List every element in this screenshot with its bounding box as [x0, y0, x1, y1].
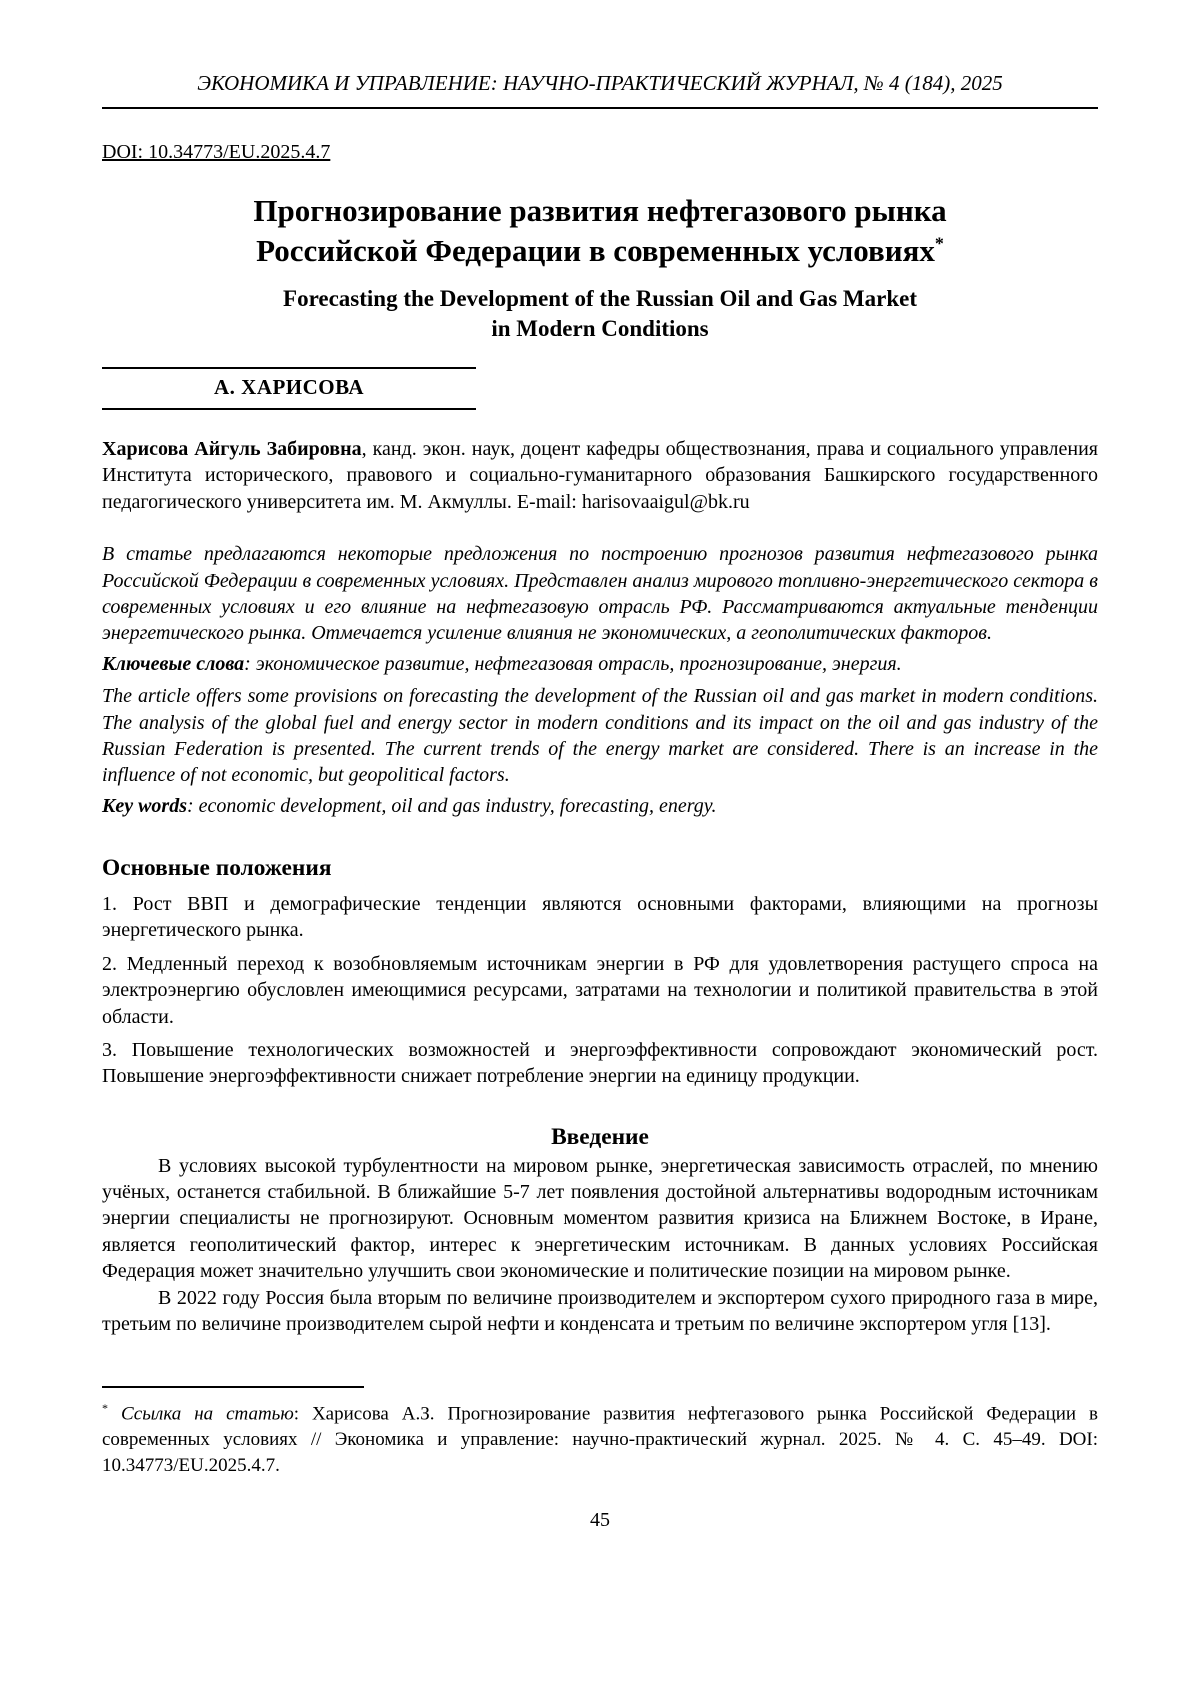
author-info-name: Харисова Айгуль Забировна	[102, 438, 362, 461]
intro-paragraph-2: В 2022 году Россия была вторым по величине производителем и экспортером сухого природного газа в мире, третьим по величине производителем сырой нефти и конденсата и третьим по величине экспортером угля [13].	[102, 1286, 1098, 1335]
article-title-en-line1: Forecasting the Development of the Russian Oil and Gas Market	[283, 286, 917, 312]
author-name: А. ХАРИСОВА	[213, 375, 364, 400]
article-title-ru	[102, 191, 1098, 270]
abstract-ru: В статье предлагаются некоторые предложения по построению прогнозов развития нефтегазового рынка Российской Федерации в современных условиях. Представлен анализ мирового топливно-энергетического сектора в современных условиях и его влияние на нефтегазовую отрасль РФ. Рассматриваются актуальные тенденции энергетического рынка. Отмечается усиление влияния не экономических, а геополитических факторов.	[102, 543, 1098, 645]
article-title-ru-line1: Прогнозирование развития нефтегазового рынка	[253, 193, 947, 229]
footnote-label: Ссылка на статью	[120, 1403, 294, 1425]
doi	[102, 139, 1098, 165]
doi-text: DOI: 10.34773/EU.2025.4.7	[102, 140, 331, 163]
keywords-en-label: Key words	[102, 794, 187, 817]
article-title-ru-line2: Российской Федерации в современных условиях	[256, 232, 935, 268]
author-name-block	[102, 367, 476, 410]
author-info-details: , канд. экон. наук, доцент кафедры обществознания, права и социального управления Института исторического, правового и социально-гуманитарного образования Башкирского государственного педагогического университета им. М. Акмуллы. E-mail: harisovaaigul@bk.ru	[102, 438, 1098, 513]
journal-header: ЭКОНОМИКА И УПРАВЛЕНИЕ: НАУЧНО-ПРАКТИЧЕСКИЙ ЖУРНАЛ, № 4 (184), 2025	[102, 70, 1098, 109]
footnote-text: : Харисова А.З. Прогнозирование развития нефтегазового рынка Российской Федерации в современных условиях // Экономика и управление: научно-практический журнал. 2025. № 4. С. 45–49. DOI: 10.34773/EU.2025.4.7.	[102, 1403, 1098, 1476]
author-info	[102, 436, 1098, 515]
page-footer	[102, 1386, 1098, 1533]
keywords-ru	[102, 651, 1098, 677]
intro-paragraph-1: В условиях высокой турбулентности на мировом рынке, энергетическая зависимость отраслей, по мнению учёных, останется стабильной. В ближайшие 5-7 лет появления достойной альтернативы водородным источникам энергии специалисты не прогнозируют. Основным моментом развития кризиса на Ближнем Востоке, в Иране, является геополитический фактор, интерес к энергетическим источникам. В данных условиях Российская Федерация может значительно улучшить свои экономические и политические позиции на мировом рынке.	[102, 1154, 1098, 1283]
keywords-en	[102, 793, 1098, 819]
page-number: 45	[590, 1508, 610, 1531]
keywords-ru-text: : экономическое развитие, нефтегазовая отрасль, прогнозирование, энергия.	[244, 652, 902, 675]
provision-item-1: 1. Рост ВВП и демографические тенденции являются основными факторами, влияющими на прогнозы энергетического рынка.	[102, 893, 1098, 942]
footnote-rule	[102, 1386, 364, 1388]
footnote-mark: *	[102, 1401, 108, 1416]
section-heading-provisions: Основные положения	[102, 855, 332, 882]
footnote	[102, 1400, 1098, 1478]
abstract-en: The article offers some provisions on forecasting the development of the Russian oil and gas market in modern conditions. The analysis of the global fuel and energy sector in modern conditions and its impact on the oil and gas industry of the Russian Federation is presented. The current trends of the energy market are considered. There is an increase in the influence of not economic, but geopolitical factors.	[102, 685, 1098, 787]
provision-item-3: 3. Повышение технологических возможностей и энергоэффективности сопровождают экономический рост. Повышение энергоэффективности снижает потребление энергии на единицу продукции.	[102, 1038, 1098, 1088]
title-footnote-mark: *	[934, 233, 944, 254]
keywords-en-text: : economic development, oil and gas industry, forecasting, energy.	[187, 794, 717, 817]
provision-item-2: 2. Медленный переход к возобновляемым источникам энергии в РФ для удовлетворения растущего спроса на электроэнергию обусловлен имеющимися ресурсами, затратами на технологии и политикой правительства в этой области.	[102, 952, 1098, 1028]
article-title-en-line2: in Modern Conditions	[491, 315, 709, 341]
article-title-en	[102, 284, 1098, 343]
keywords-ru-label: Ключевые слова	[102, 652, 245, 675]
section-heading-introduction: Введение	[551, 1123, 649, 1150]
